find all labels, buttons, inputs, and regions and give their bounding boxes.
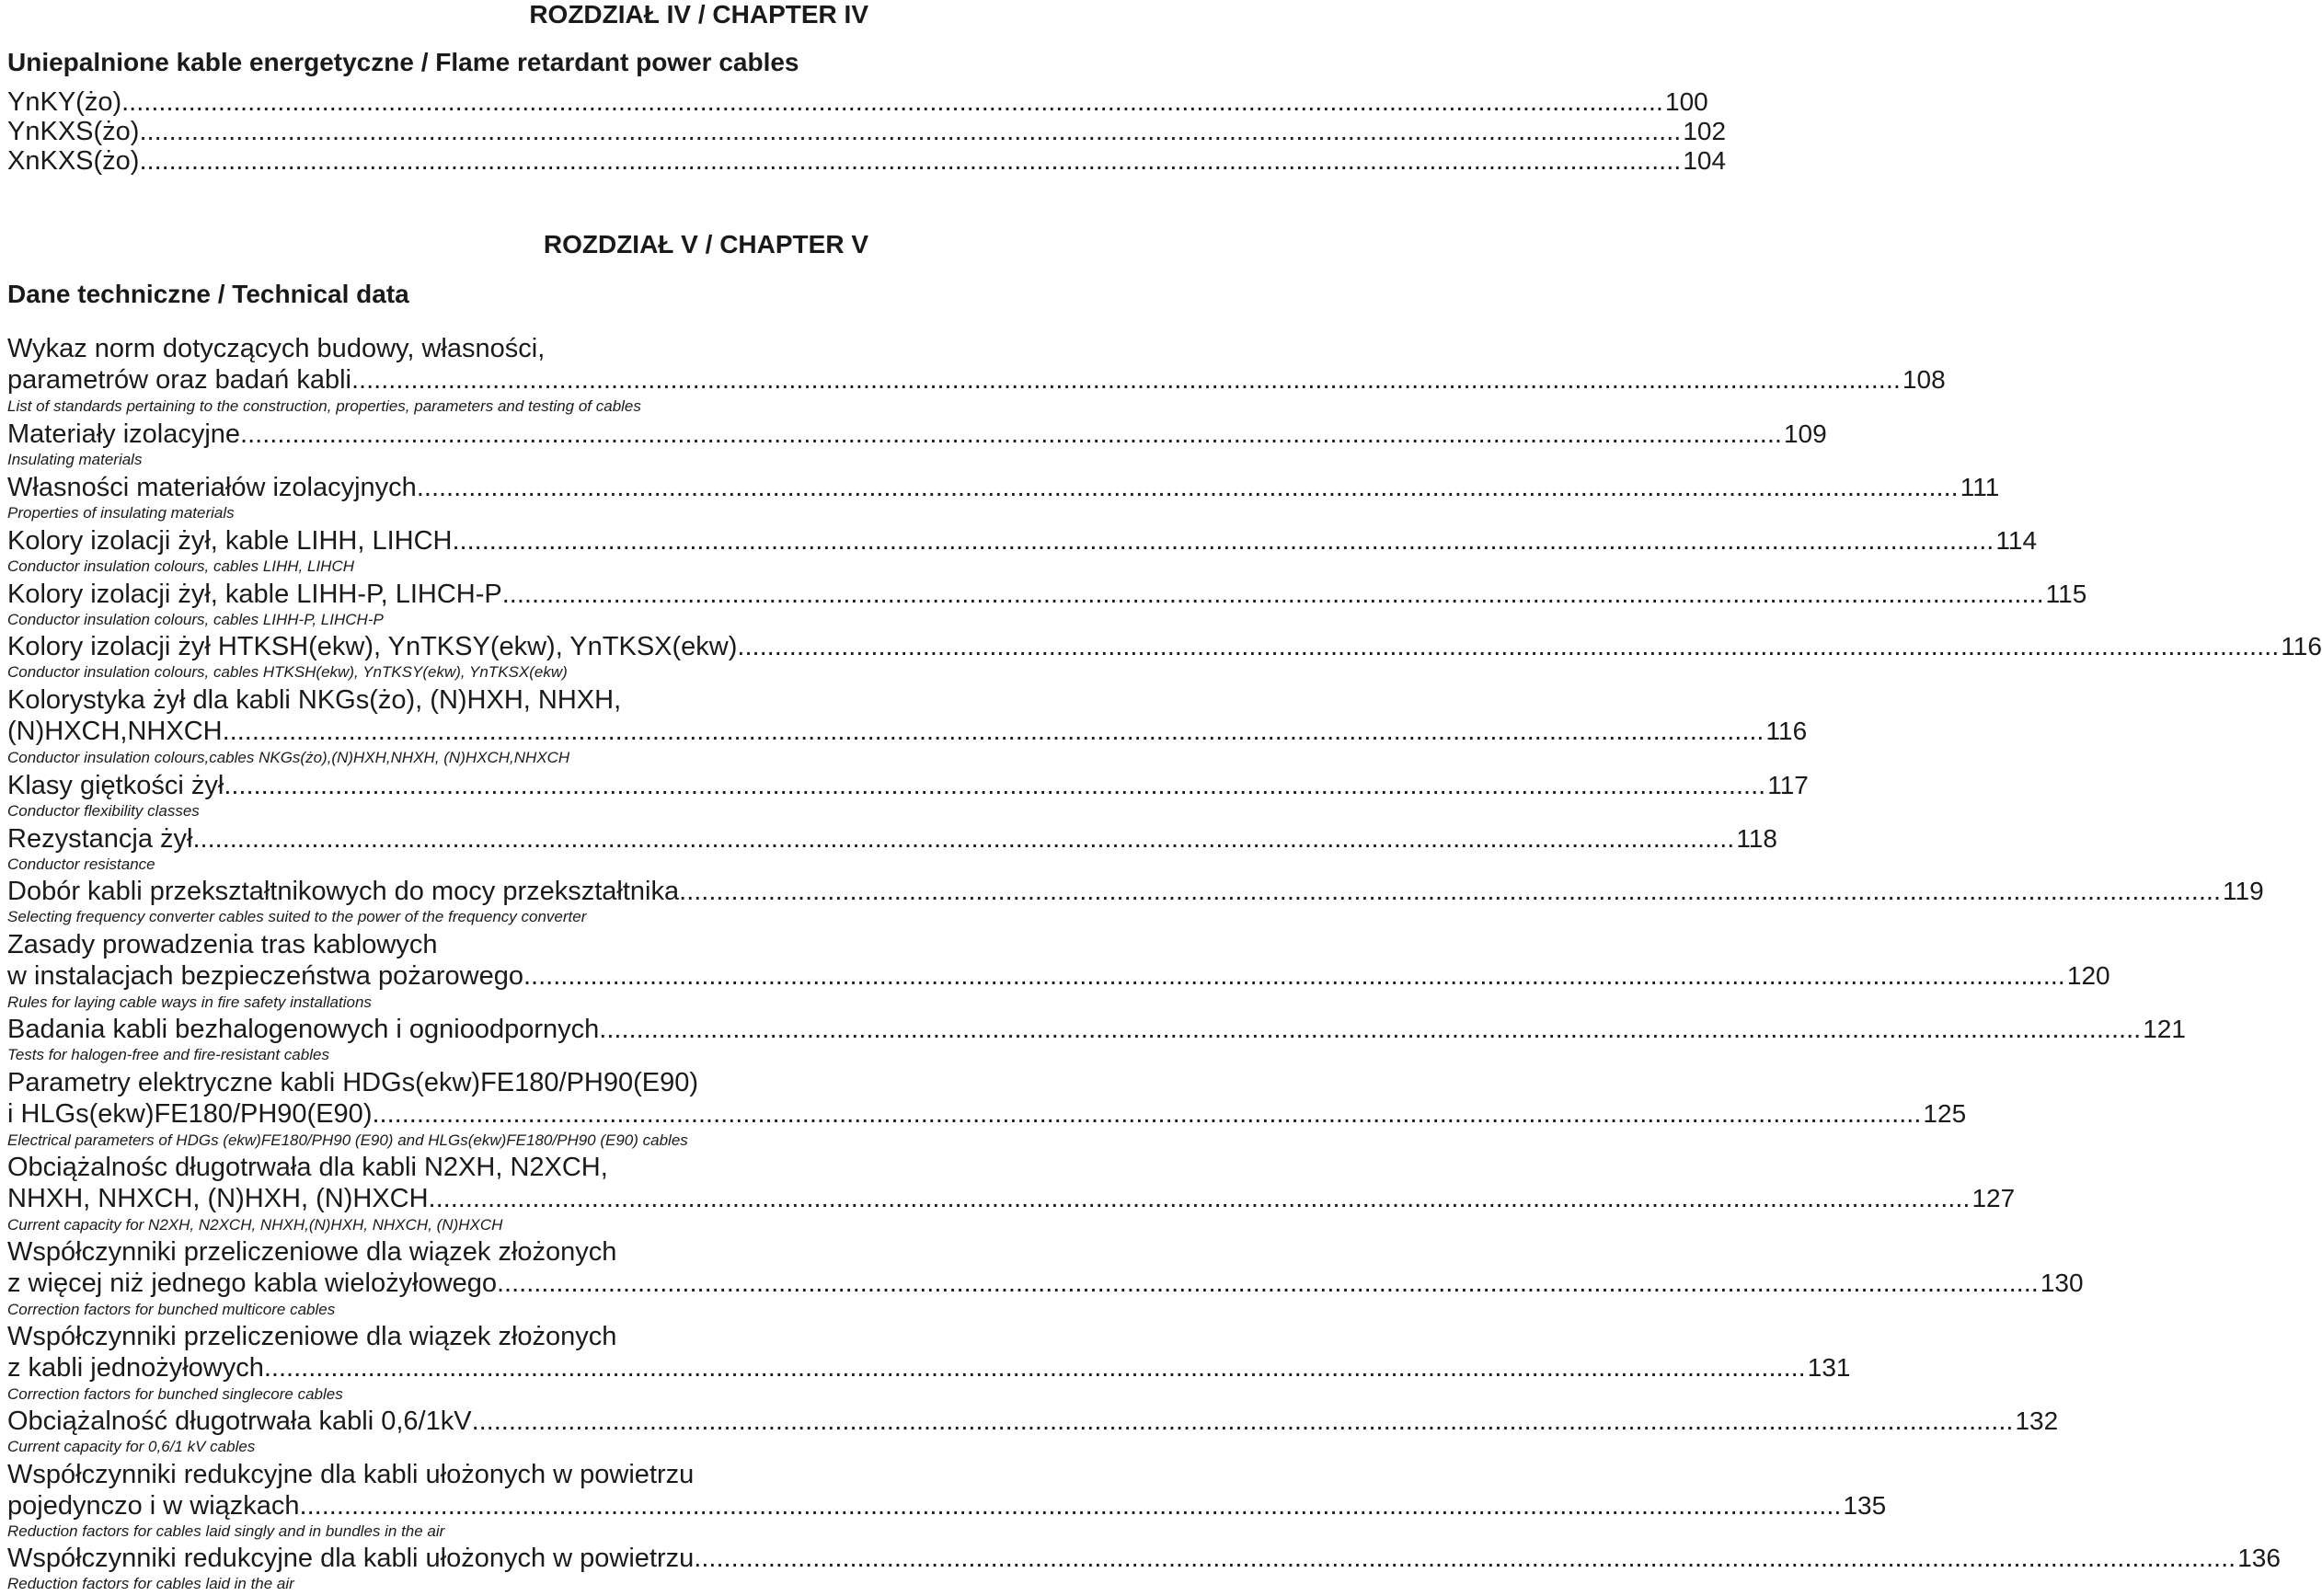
chapter-5-heading: ROZDZIAŁ V / CHAPTER V xyxy=(543,230,868,258)
toc-entry-title: pojedynczo i w wiązkach xyxy=(7,1491,300,1521)
toc-entry-subtitle: Conductor insulation colours,cables NKGs(żo),(N)HXH,NHXH, (N)HXCH,NHXCH xyxy=(7,749,570,766)
toc-entry[interactable] xyxy=(7,116,1727,147)
leader-dots xyxy=(380,1098,1922,1130)
toc-entry-page: 119 xyxy=(2223,877,2264,905)
leader-dots xyxy=(429,1183,1971,1214)
toc-entry-title: Badania kabli bezhalogenowych i ognioodpornych xyxy=(7,1015,600,1044)
toc-entry-title: w instalacjach bezpieczeństwa pożarowego xyxy=(7,961,523,991)
toc-entry-page: 116 xyxy=(2281,632,2322,660)
leader-dots xyxy=(472,1406,2014,1437)
toc-entry-page: 100 xyxy=(1665,87,1708,116)
toc-entry-page: 121 xyxy=(2143,1015,2186,1043)
toc-entry-subtitle: Selecting frequency converter cables suited to the power of the frequency converter xyxy=(7,908,587,925)
toc-entry-title-line1: Współczynniki przeliczeniowe dla wiązek złożonych xyxy=(7,1237,617,1267)
toc-entry-page: 109 xyxy=(1783,419,1827,448)
toc-entry-page: 114 xyxy=(1995,526,2038,555)
toc-entry-title: XnKXS(żo) xyxy=(7,146,140,176)
toc-entry-title: Kolory izolacji żył, kable LIHH-P, LIHCH-P xyxy=(7,580,502,609)
toc-entry-subtitle: Reduction factors for cables laid singly and in bundles in the air xyxy=(7,1522,445,1540)
toc-entry-subtitle: Conductor insulation colours, cables LIHH, LIHCH xyxy=(7,557,355,575)
toc-entry-title: NHXH, NHXCH, (N)HXH, (N)HXCH xyxy=(7,1184,429,1213)
toc-entry-title-line1: Obciążalnośc długotrwała dla kabli N2XH, N2XCH, xyxy=(7,1153,608,1182)
toc-entry-title-line1: Współczynniki przeliczeniowe dla wiązek złożonych xyxy=(7,1322,617,1351)
toc-entry-subtitle: Correction factors for bunched multicore cables xyxy=(7,1301,336,1318)
toc-entry-title: Własności materiałów izolacyjnych xyxy=(7,473,417,502)
toc-entry-title: Klasy giętkości żył xyxy=(7,771,224,800)
toc-entry[interactable] xyxy=(7,1490,1887,1521)
toc-entry-title: YnKY(żo) xyxy=(7,87,122,117)
chapter-5-section-title: Dane techniczne / Technical data xyxy=(7,280,409,308)
toc-entry[interactable] xyxy=(7,823,1777,855)
toc-entry-page: 136 xyxy=(2237,1544,2281,1572)
toc-entry[interactable] xyxy=(7,1183,2016,1214)
toc-entry[interactable] xyxy=(7,1352,1851,1384)
toc-entry-page: 115 xyxy=(2045,580,2087,608)
toc-entry-page: 135 xyxy=(1843,1491,1887,1520)
toc-entry-title: Dobór kabli przekształtnikowych do mocy przekształtnika xyxy=(7,877,680,906)
toc-entry-title: (N)HXCH,NHXCH xyxy=(7,717,223,746)
leader-dots xyxy=(679,876,2221,907)
toc-entry-subtitle: Tests for halogen-free and fire-resistant cables xyxy=(7,1046,329,1063)
toc-entry-title-line1: Kolorystyka żył dla kabli NKGs(żo), (N)HXH, NHXH, xyxy=(7,685,622,715)
toc-entry[interactable] xyxy=(7,716,1808,747)
toc-entry-title: Kolory izolacji żył, kable LIHH, LIHCH xyxy=(7,526,453,556)
leader-dots xyxy=(264,1352,1806,1384)
leader-dots xyxy=(737,631,2279,662)
toc-entry[interactable] xyxy=(7,472,2000,503)
toc-entry-title: z więcej niż jednego kabla wielożyłowego xyxy=(7,1269,497,1298)
toc-entry[interactable] xyxy=(7,631,2322,662)
toc-entry[interactable] xyxy=(7,770,1809,801)
leader-dots xyxy=(523,960,2065,992)
toc-entry-subtitle: Conductor resistance xyxy=(7,855,155,873)
toc-entry-subtitle: Correction factors for bunched singlecore cables xyxy=(7,1385,343,1403)
toc-entry-page: 117 xyxy=(1767,771,1809,799)
toc-entry-page: 102 xyxy=(1683,117,1727,145)
toc-entry[interactable] xyxy=(7,1406,2059,1437)
leader-dots xyxy=(121,86,1663,118)
leader-dots xyxy=(417,472,1959,503)
toc-entry-subtitle: Current capacity for N2XH, N2XCH, NHXH,(N)HXH, NHXCH, (N)HXCH xyxy=(7,1216,503,1234)
toc-entry[interactable] xyxy=(7,1014,2186,1045)
toc-entry-page: 118 xyxy=(1736,824,1777,853)
toc-entry[interactable] xyxy=(7,1268,2084,1299)
leader-dots xyxy=(300,1490,1842,1521)
toc-entry-subtitle: Conductor insulation colours, cables LIHH-P, LIHCH-P xyxy=(7,611,384,628)
leader-dots xyxy=(223,716,1764,747)
leader-dots xyxy=(240,419,1782,450)
toc-entry[interactable] xyxy=(7,364,1946,396)
toc-entry-title: Współczynniki redukcyjne dla kabli ułożonych w powietrzu xyxy=(7,1544,695,1573)
toc-entry-page: 116 xyxy=(1765,717,1808,745)
toc-entry-title: Materiały izolacyjne xyxy=(7,419,241,449)
leader-dots xyxy=(599,1014,2141,1045)
leader-dots xyxy=(502,579,2044,610)
toc-entry[interactable] xyxy=(7,960,2110,992)
toc-entry-title: Kolory izolacji żył HTKSH(ekw), YnTKSY(ekw), YnTKSX(ekw) xyxy=(7,632,738,661)
toc-entry-subtitle: List of standards pertaining to the construction, properties, parameters and testing of cables xyxy=(7,397,641,415)
toc-entry-page: 131 xyxy=(1807,1353,1851,1382)
leader-dots xyxy=(497,1268,2039,1299)
leader-dots xyxy=(224,770,1765,801)
toc-entry-page: 104 xyxy=(1683,146,1727,175)
toc-entry-subtitle: Conductor insulation colours, cables HTKSH(ekw), YnTKSY(ekw), YnTKSX(ekw) xyxy=(7,663,568,681)
toc-entry-page: 127 xyxy=(1971,1184,2016,1212)
toc-entry[interactable] xyxy=(7,419,1827,450)
toc-entry-subtitle: Reduction factors for cables laid in the air xyxy=(7,1575,294,1592)
toc-entry[interactable] xyxy=(7,1098,1967,1130)
toc-entry[interactable] xyxy=(7,145,1727,177)
toc-entry-subtitle: Properties of insulating materials xyxy=(7,504,235,522)
toc-entry-title: z kabli jednożyłowych xyxy=(7,1353,264,1383)
toc-entry-page: 125 xyxy=(1923,1099,1967,1128)
leader-dots xyxy=(694,1543,2236,1574)
toc-entry-page: 108 xyxy=(1902,365,1946,394)
toc-entry-title-line1: Parametry elektryczne kabli HDGs(ekw)FE180/PH90(E90) xyxy=(7,1068,699,1097)
toc-entry-title-line1: Wykaz norm dotyczących budowy, własności, xyxy=(7,334,546,363)
toc-entry-page: 120 xyxy=(2066,961,2110,990)
toc-entry-title: Rezystancja żył xyxy=(7,824,193,854)
toc-entry-page: 130 xyxy=(2040,1269,2084,1297)
toc-entry-subtitle: Conductor flexibility classes xyxy=(7,802,200,820)
toc-entry-title: parametrów oraz badań kabli. xyxy=(7,365,360,395)
toc-entry-subtitle: Insulating materials xyxy=(7,451,143,468)
toc-entry-title: i HLGs(ekw)FE180/PH90(E90). xyxy=(7,1099,380,1129)
leader-dots xyxy=(139,145,1681,177)
leader-dots xyxy=(452,525,1994,557)
toc-entry-title: YnKXS(żo) xyxy=(7,117,140,146)
toc-entry[interactable] xyxy=(7,525,2038,557)
toc-entry[interactable] xyxy=(7,579,2087,610)
chapter-4-section-title: Uniepalnione kable energetyczne / Flame retardant power cables xyxy=(7,48,799,76)
toc-entry-page: 132 xyxy=(2015,1407,2059,1435)
toc-entry-title-line1: Współczynniki redukcyjne dla kabli ułożonych w powietrzu xyxy=(7,1460,695,1489)
toc-entry-subtitle: Rules for laying cable ways in fire safety installations xyxy=(7,993,372,1011)
chapter-4-heading: ROZDZIAŁ IV / CHAPTER IV xyxy=(529,0,868,29)
leader-dots xyxy=(359,364,1901,396)
leader-dots xyxy=(139,116,1681,147)
toc-entry-subtitle: Electrical parameters of HDGs (ekw)FE180/PH90 (E90) and HLGs(ekw)FE180/PH90 (E90) cables xyxy=(7,1131,688,1149)
toc-entry-page: 111 xyxy=(1960,473,2000,501)
toc-entry-title: Obciążalność długotrwała kabli 0,6/1kV xyxy=(7,1407,472,1436)
toc-entry-subtitle: Current capacity for 0,6/1 kV cables xyxy=(7,1438,256,1455)
toc-entry[interactable] xyxy=(7,86,1708,118)
leader-dots xyxy=(192,823,1734,855)
toc-entry[interactable] xyxy=(7,876,2264,907)
toc-entry[interactable] xyxy=(7,1543,2281,1574)
toc-entry-title-line1: Zasady prowadzenia tras kablowych xyxy=(7,930,438,959)
